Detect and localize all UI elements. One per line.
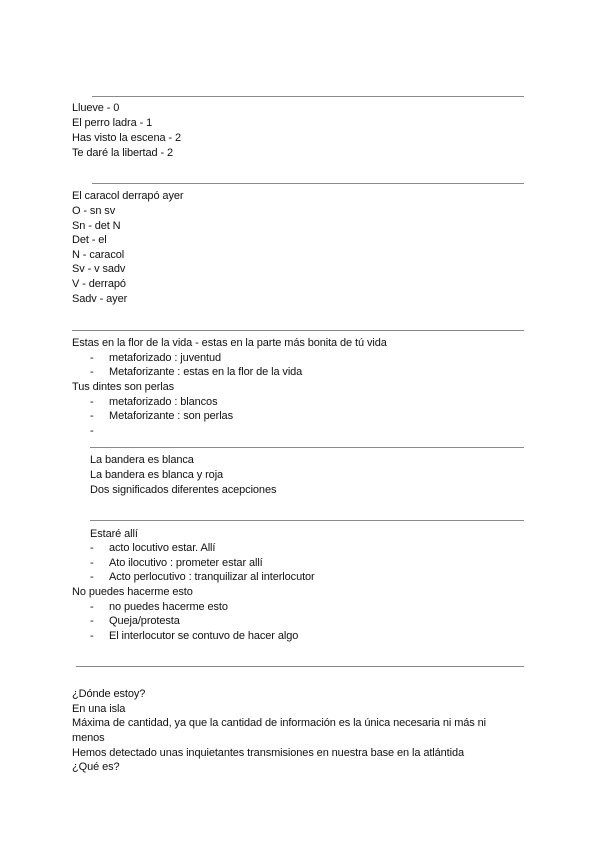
text-line: La bandera es blanca: [90, 454, 194, 466]
text-line: Hemos detectado unas inquietantes transmisiones en nuestra base en la atlántida: [72, 747, 465, 759]
text-line: ¿Qué es?: [72, 761, 120, 773]
text-line: Has visto la escena - 2: [72, 132, 181, 144]
bullet-marker: -: [90, 601, 94, 613]
divider: [92, 96, 524, 97]
divider: [90, 520, 524, 521]
list-item: Metaforizante : son perlas: [109, 410, 233, 422]
divider: [90, 447, 524, 448]
text-line: Tus dintes son perlas: [72, 381, 175, 393]
bullet-marker: -: [90, 425, 94, 437]
list-item: acto locutivo estar. Allí: [109, 542, 216, 554]
text-line: Dos significados diferentes acepciones: [90, 484, 277, 496]
text-line: En una isla: [72, 703, 126, 715]
text-line: Máxima de cantidad, ya que la cantidad de información es la única necesaria ni más ni: [72, 717, 487, 729]
text-line: O - sn sv: [72, 205, 116, 217]
divider: [76, 666, 524, 667]
bullet-marker: -: [90, 410, 94, 422]
text-line: menos: [72, 732, 105, 744]
text-line: Sadv - ayer: [72, 293, 128, 305]
list-item: El interlocutor se contuvo de hacer algo: [109, 630, 299, 642]
text-line: Sv - v sadv: [72, 263, 126, 275]
bullet-marker: -: [90, 630, 94, 642]
bullet-marker: -: [90, 366, 94, 378]
divider: [92, 183, 524, 184]
list-item: metaforizado : juventud: [109, 352, 222, 364]
text-line: ¿Dónde estoy?: [72, 688, 146, 700]
text-line: N - caracol: [72, 249, 125, 261]
list-item: Ato ilocutivo : prometer estar allí: [109, 557, 263, 569]
divider: [72, 330, 524, 331]
text-line: Sn - det N: [72, 220, 121, 232]
list-item: metaforizado : blancos: [109, 396, 218, 408]
list-item: Metaforizante : estas en la flor de la vida: [109, 366, 303, 378]
text-line: El perro ladra - 1: [72, 117, 153, 129]
bullet-marker: -: [90, 557, 94, 569]
text-line: El caracol derrapó ayer: [72, 190, 184, 202]
text-line: Estaré allí: [90, 528, 138, 540]
text-line: La bandera es blanca y roja: [90, 469, 224, 481]
text-line: Det - el: [72, 234, 107, 246]
bullet-marker: -: [90, 352, 94, 364]
list-item: no puedes hacerme esto: [109, 601, 228, 613]
list-item: Queja/protesta: [109, 615, 180, 627]
bullet-marker: -: [90, 615, 94, 627]
bullet-marker: -: [90, 396, 94, 408]
text-line: Estas en la flor de la vida - estas en la parte más bonita de tú vida: [72, 337, 387, 349]
bullet-marker: -: [90, 571, 94, 583]
text-line: Llueve - 0: [72, 102, 120, 114]
text-line: No puedes hacerme esto: [72, 586, 193, 598]
text-line: Te daré la libertad - 2: [72, 147, 174, 159]
bullet-marker: -: [90, 542, 94, 554]
list-item: Acto perlocutivo : tranquilizar al interlocutor: [109, 571, 315, 583]
text-line: V - derrapó: [72, 278, 126, 290]
